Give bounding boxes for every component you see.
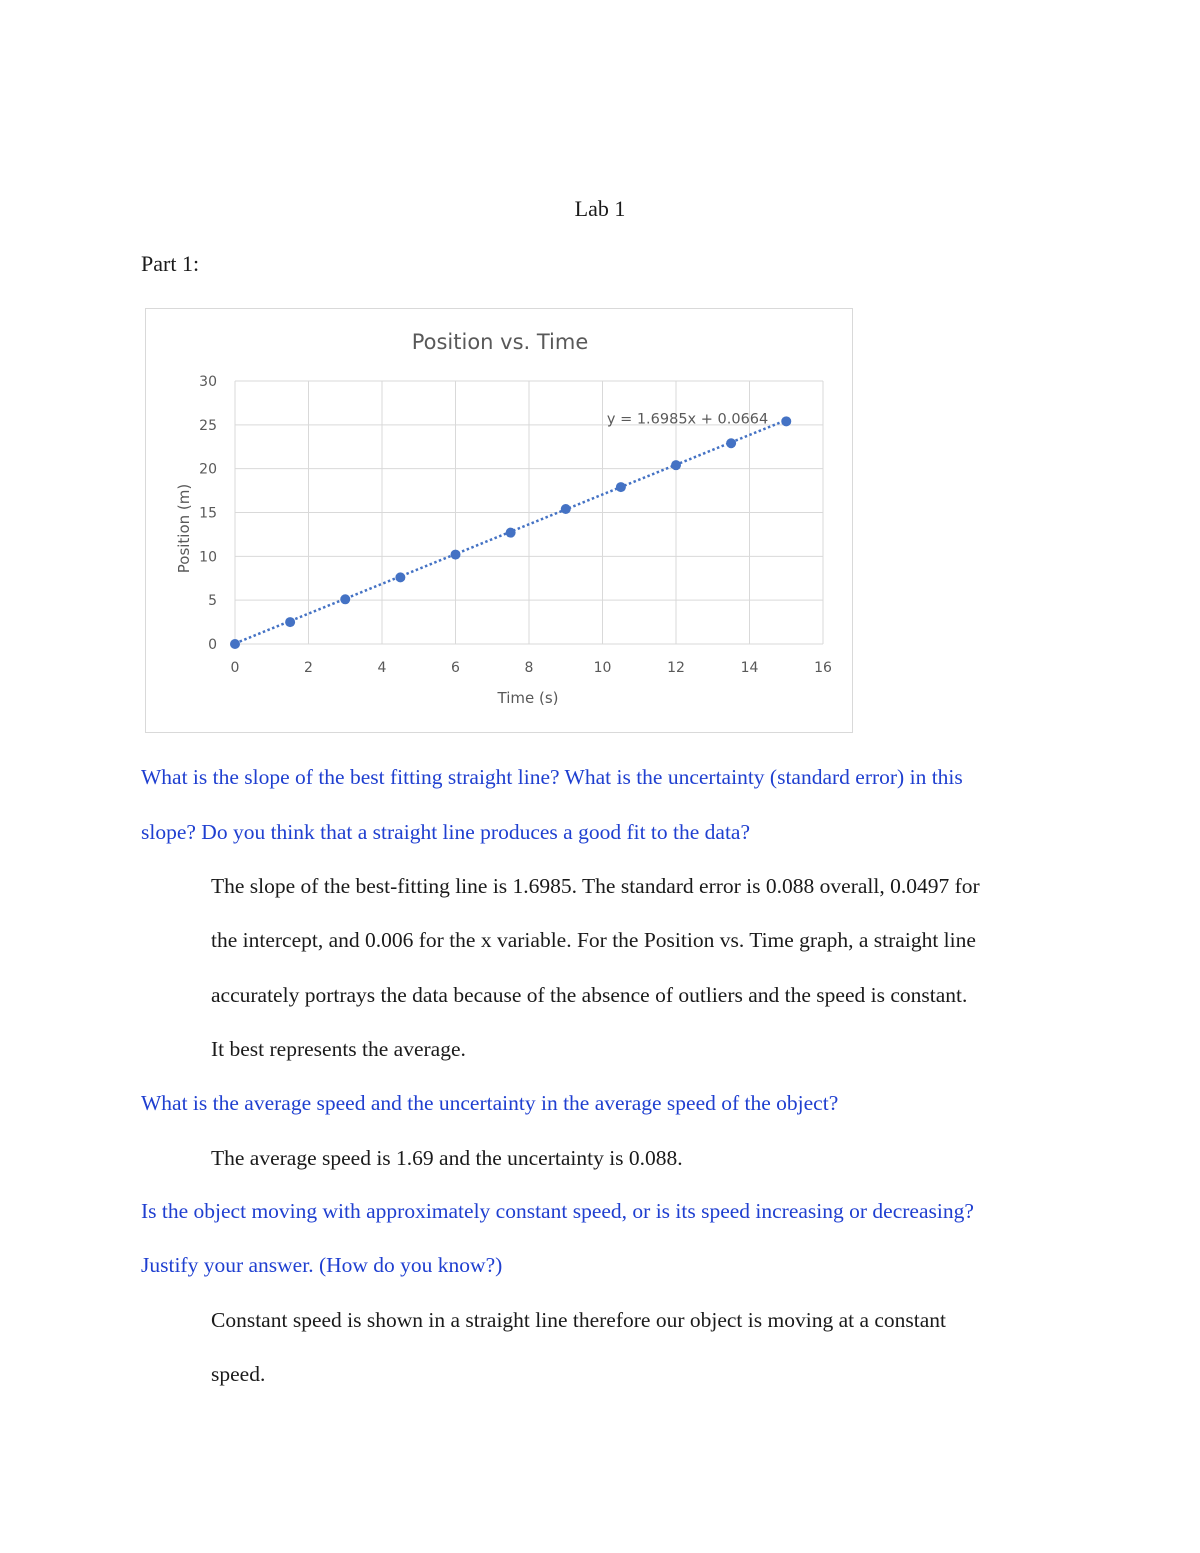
question-3-line-1: Is the object moving with approximately constant speed, or is its speed increasing or decreasing? [141, 1199, 974, 1223]
data-point [561, 504, 571, 514]
question-3-line-2: Justify your answer. (How do you know?) [141, 1253, 503, 1277]
x-tick-label: 14 [740, 660, 759, 676]
part-heading: Part 1: [141, 251, 200, 276]
data-point [616, 482, 626, 492]
data-point [230, 639, 240, 649]
data-point [395, 572, 405, 582]
answer-3-line-2: speed. [211, 1362, 266, 1386]
question-1-line-2: slope? Do you think that a straight line produces a good fit to the data? [141, 820, 751, 844]
y-tick-label: 0 [208, 637, 217, 653]
data-point [340, 594, 350, 604]
data-point [451, 550, 461, 560]
data-point [781, 416, 791, 426]
answer-1-line-2: the intercept, and 0.006 for the x variable. For the Position vs. Time graph, a straight line [211, 928, 976, 952]
data-point [671, 460, 681, 470]
answer-1-line-3: accurately portrays the data because of the absence of outliers and the speed is constant. [211, 983, 968, 1007]
y-tick-label: 25 [199, 417, 217, 434]
x-tick-label: 16 [814, 660, 832, 676]
x-tick-label: 0 [230, 660, 240, 676]
question-1-line-1: What is the slope of the best fitting straight line? What is the uncertainty (standard error) in this [141, 765, 963, 789]
answer-3-line-1: Constant speed is shown in a straight line therefore our object is moving at a constant [211, 1308, 947, 1332]
chart-svg [146, 309, 854, 734]
y-axis-title: Position (m) [175, 483, 193, 574]
trendline-equation: y = 1.6985x + 0.0664 [606, 411, 769, 428]
x-tick-label: 10 [593, 660, 612, 676]
y-tick-label: 5 [208, 593, 217, 610]
data-point [285, 617, 295, 627]
question-2-line-1: What is the average speed and the uncertainty in the average speed of the object? [141, 1091, 839, 1115]
x-tick-label: 8 [524, 660, 534, 676]
position-time-chart [145, 308, 853, 733]
answer-1-line-4: It best represents the average. [211, 1037, 466, 1061]
data-point [506, 528, 516, 538]
y-tick-label: 15 [199, 505, 217, 522]
chart-title: Position vs. Time [411, 330, 589, 354]
x-tick-label: 6 [451, 660, 460, 676]
x-tick-label: 4 [377, 660, 387, 676]
y-tick-label: 30 [199, 374, 217, 390]
x-axis-title: Time (s) [497, 689, 559, 707]
x-tick-label: 2 [304, 660, 313, 676]
x-tick-label: 12 [667, 660, 685, 676]
answer-2-line-1: The average speed is 1.69 and the uncertainty is 0.088. [211, 1146, 683, 1170]
y-tick-label: 20 [199, 461, 217, 478]
y-tick-label: 10 [199, 549, 217, 566]
document-title: Lab 1 [574, 196, 626, 221]
answer-1-line-1: The slope of the best-fitting line is 1.6985. The standard error is 0.088 overall, 0.0497 for [211, 874, 980, 898]
data-point [726, 438, 736, 448]
